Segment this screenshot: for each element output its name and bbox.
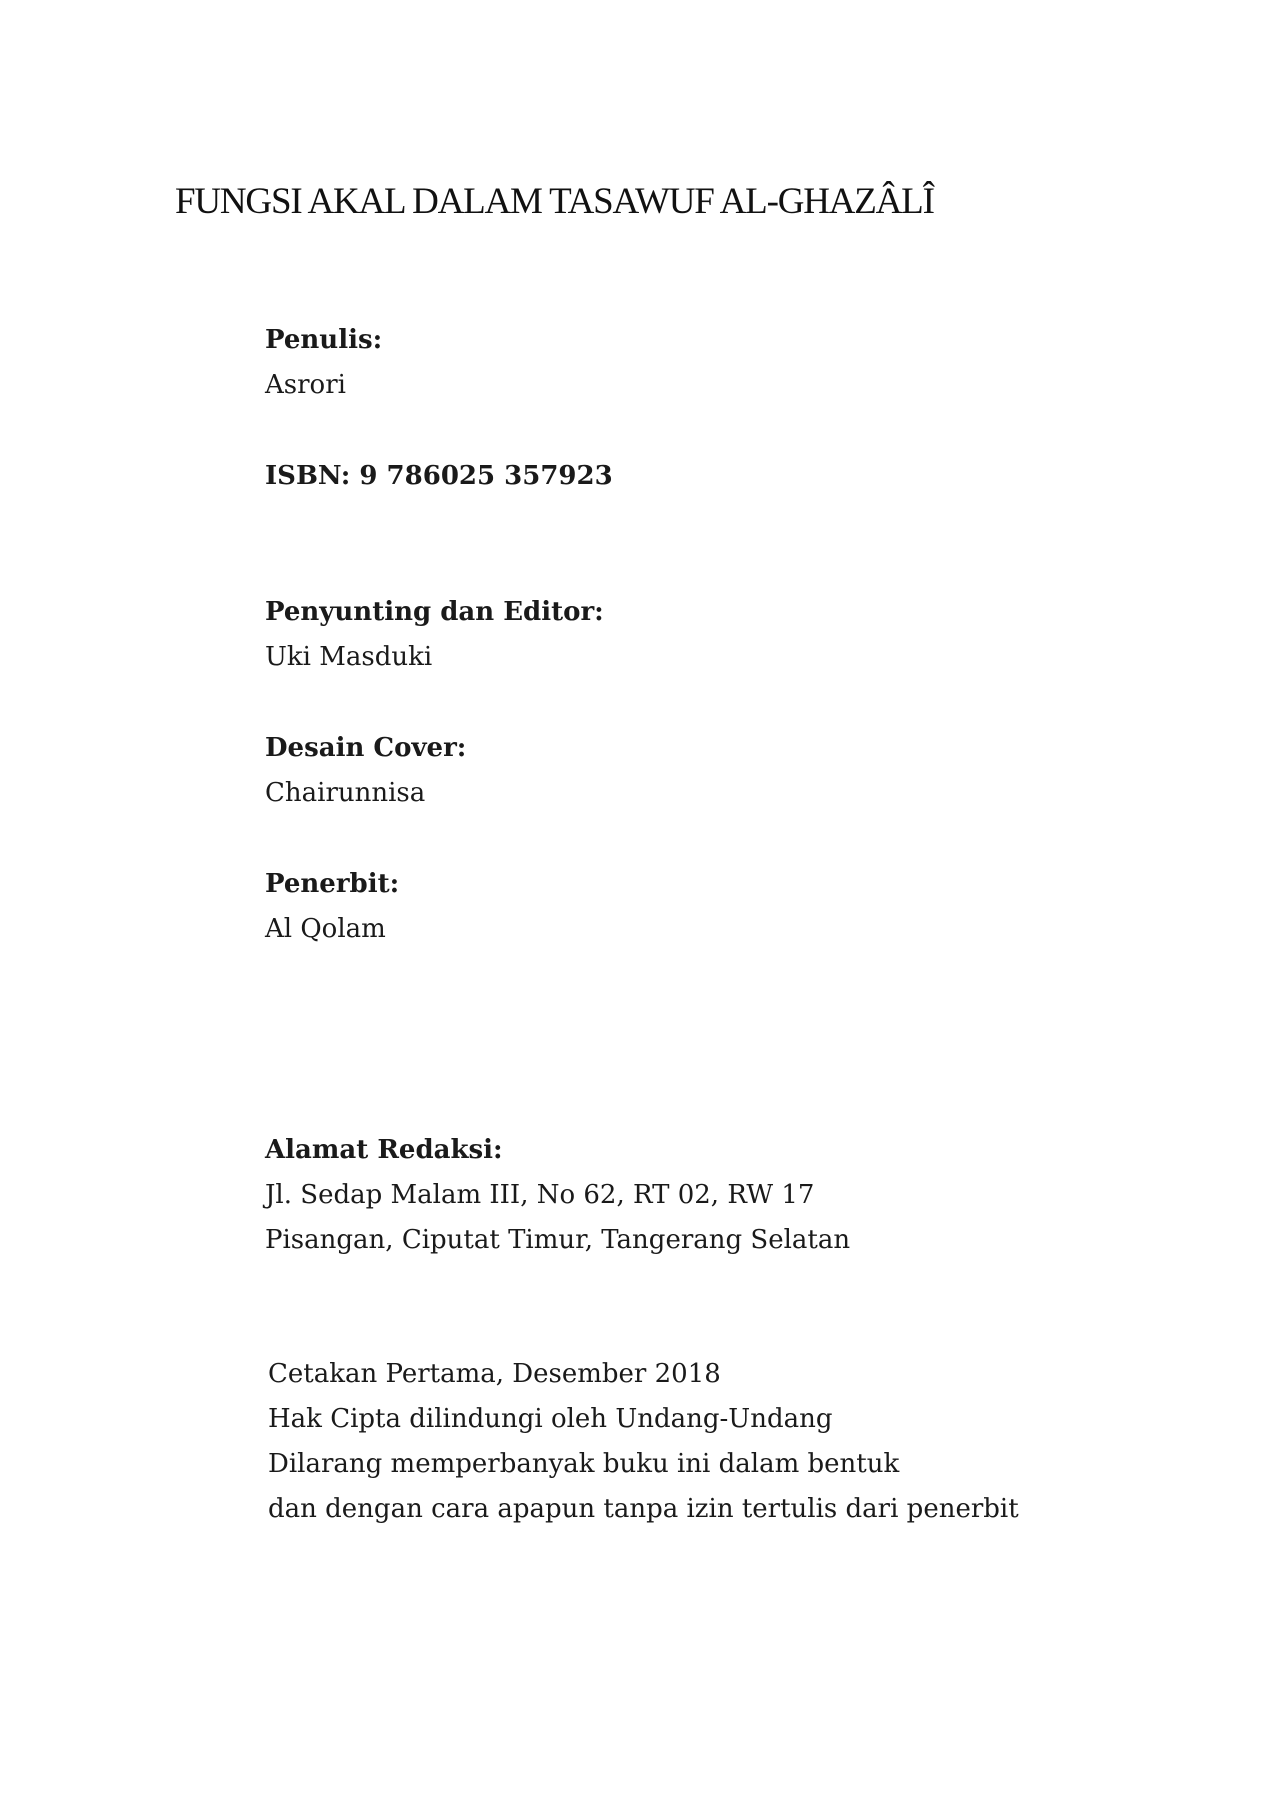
isbn-label: ISBN: 9 786025 357923 [265,461,613,491]
address-line: Pisangan, Ciputat Timur, Tangerang Selatan [265,1225,851,1255]
editor-label: Penyunting dan Editor: [265,597,604,627]
copyright-line: Hak Cipta dilindungi oleh Undang-Undang [268,1404,833,1434]
copyright-line: dan dengan cara apapun tanpa izin tertulis dari penerbit [268,1494,1019,1524]
publisher-section [265,862,399,952]
cover-design-value: Chairunnisa [265,778,426,808]
cover-design-section [265,726,466,816]
author-value: Asrori [265,370,346,400]
address-section [265,1128,850,1263]
copyright-line: Cetakan Pertama, Desember 2018 [268,1359,721,1389]
address-line: Jl. Sedap Malam III, No 62, RT 02, RW 17 [265,1180,815,1210]
author-section [265,318,382,408]
publisher-value: Al Qolam [265,914,386,944]
address-label: Alamat Redaksi: [265,1135,503,1165]
editor-value: Uki Masduki [265,642,433,672]
cover-design-label: Desain Cover: [265,733,467,763]
copyright-line: Dilarang memperbanyak buku ini dalam bentuk [268,1449,900,1479]
author-label: Penulis: [265,325,383,355]
copyright-notice [268,1352,1019,1532]
editor-section [265,590,604,680]
isbn-section [265,454,613,499]
publisher-label: Penerbit: [265,869,400,899]
book-title: FUNGSI AKAL DALAM TASAWUF AL-GHAZÂLÎ [175,181,934,222]
